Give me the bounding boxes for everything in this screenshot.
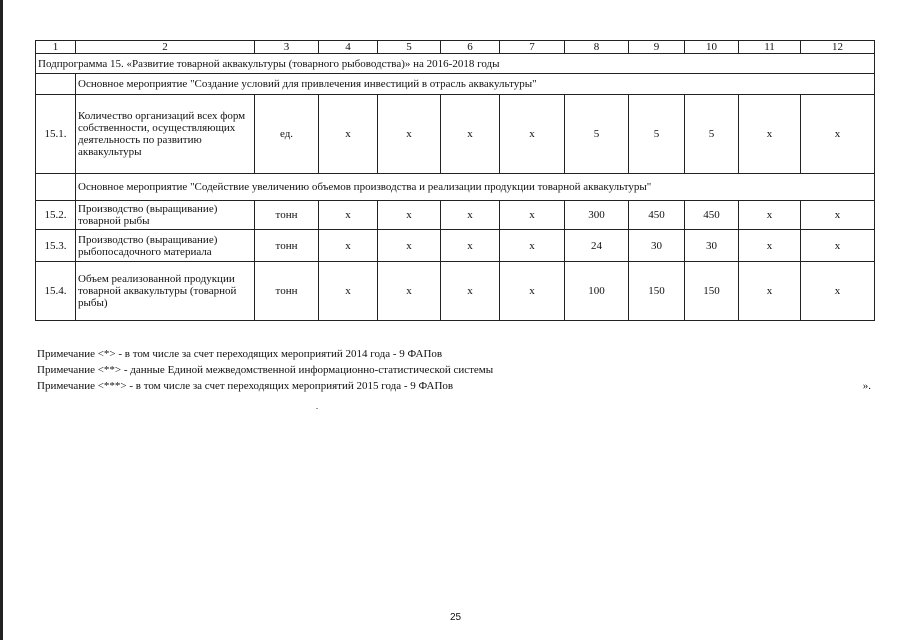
indicator-name: Производство (выращивание) рыбопосадочного материала xyxy=(76,230,255,262)
scan-speck xyxy=(316,408,318,409)
value-cell: 5 xyxy=(629,95,685,174)
empty-cell xyxy=(36,174,76,201)
table-row xyxy=(36,230,875,262)
table-row xyxy=(36,95,875,174)
indicator-name: Производство (выращивание) товарной рыбы xyxy=(76,201,255,230)
col-num-4: 4 xyxy=(319,41,378,54)
main-activity-row xyxy=(36,74,875,95)
value-cell: 100 xyxy=(565,262,629,321)
unit-cell: тонн xyxy=(255,201,319,230)
indicators-table xyxy=(35,40,875,321)
closing-quote: ». xyxy=(862,380,871,392)
unit-cell: тонн xyxy=(255,230,319,262)
value-cell: х xyxy=(378,230,441,262)
main-activity-row xyxy=(36,174,875,201)
value-cell: х xyxy=(319,201,378,230)
main-activity-title: Основное мероприятие "Содействие увеличению объемов производства и реализации продукции товарной аквакультуры" xyxy=(76,174,875,201)
value-cell: х xyxy=(801,230,875,262)
value-cell: 5 xyxy=(565,95,629,174)
value-cell: х xyxy=(500,230,565,262)
table-row xyxy=(36,201,875,230)
col-num-2: 2 xyxy=(76,41,255,54)
row-number: 15.2. xyxy=(36,201,76,230)
notes-block xyxy=(37,346,877,394)
value-cell: х xyxy=(801,95,875,174)
note-line: Примечание <**> - данные Единой межведомственной информационно-статистической системы xyxy=(37,364,494,376)
value-cell: 300 xyxy=(565,201,629,230)
value-cell: 150 xyxy=(685,262,739,321)
value-cell: 450 xyxy=(685,201,739,230)
value-cell: х xyxy=(801,201,875,230)
col-num-9: 9 xyxy=(629,41,685,54)
value-cell: х xyxy=(500,201,565,230)
value-cell: 30 xyxy=(685,230,739,262)
value-cell: х xyxy=(441,262,500,321)
indicator-name: Количество организаций всех форм собственности, осуществляющих деятельность по развитию аквакультуры xyxy=(76,95,255,174)
unit-cell: ед. xyxy=(255,95,319,174)
note-line: Примечание <*> - в том числе за счет переходящих мероприятий 2014 года - 9 ФАПов xyxy=(37,348,443,360)
unit-cell: тонн xyxy=(255,262,319,321)
value-cell: х xyxy=(319,230,378,262)
indicator-name: Объем реализованной продукции товарной аквакультуры (товарной рыбы) xyxy=(76,262,255,321)
main-activity-title: Основное мероприятие "Создание условий для привлечения инвестиций в отрасль аквакультуры" xyxy=(76,74,875,95)
value-cell: х xyxy=(739,95,801,174)
value-cell: х xyxy=(500,262,565,321)
col-num-1: 1 xyxy=(36,41,76,54)
value-cell: х xyxy=(319,95,378,174)
page-number: 25 xyxy=(450,612,462,623)
row-number: 15.1. xyxy=(36,95,76,174)
value-cell: х xyxy=(739,262,801,321)
scan-edge-line xyxy=(0,0,3,640)
subprogram-row xyxy=(36,54,875,74)
value-cell: х xyxy=(441,230,500,262)
value-cell: х xyxy=(378,95,441,174)
subprogram-title: Подпрограмма 15. «Развитие товарной аквакультуры (товарного рыбоводства)» на 2016-2018 годы xyxy=(36,54,875,74)
row-number: 15.3. xyxy=(36,230,76,262)
col-num-12: 12 xyxy=(801,41,875,54)
row-number: 15.4. xyxy=(36,262,76,321)
column-number-row xyxy=(36,41,875,54)
value-cell: 5 xyxy=(685,95,739,174)
value-cell: 24 xyxy=(565,230,629,262)
value-cell: х xyxy=(378,201,441,230)
value-cell: 150 xyxy=(629,262,685,321)
value-cell: 450 xyxy=(629,201,685,230)
value-cell: х xyxy=(378,262,441,321)
value-cell: х xyxy=(441,95,500,174)
note-line: Примечание <***> - в том числе за счет переходящих мероприятий 2015 года - 9 ФАПов xyxy=(37,380,454,392)
col-num-11: 11 xyxy=(739,41,801,54)
value-cell: х xyxy=(500,95,565,174)
value-cell: х xyxy=(801,262,875,321)
col-num-6: 6 xyxy=(441,41,500,54)
value-cell: х xyxy=(739,201,801,230)
col-num-10: 10 xyxy=(685,41,739,54)
col-num-3: 3 xyxy=(255,41,319,54)
value-cell: х xyxy=(739,230,801,262)
col-num-8: 8 xyxy=(565,41,629,54)
value-cell: х xyxy=(441,201,500,230)
empty-cell xyxy=(36,74,76,95)
table-row xyxy=(36,262,875,321)
value-cell: 30 xyxy=(629,230,685,262)
col-num-5: 5 xyxy=(378,41,441,54)
col-num-7: 7 xyxy=(500,41,565,54)
value-cell: х xyxy=(319,262,378,321)
